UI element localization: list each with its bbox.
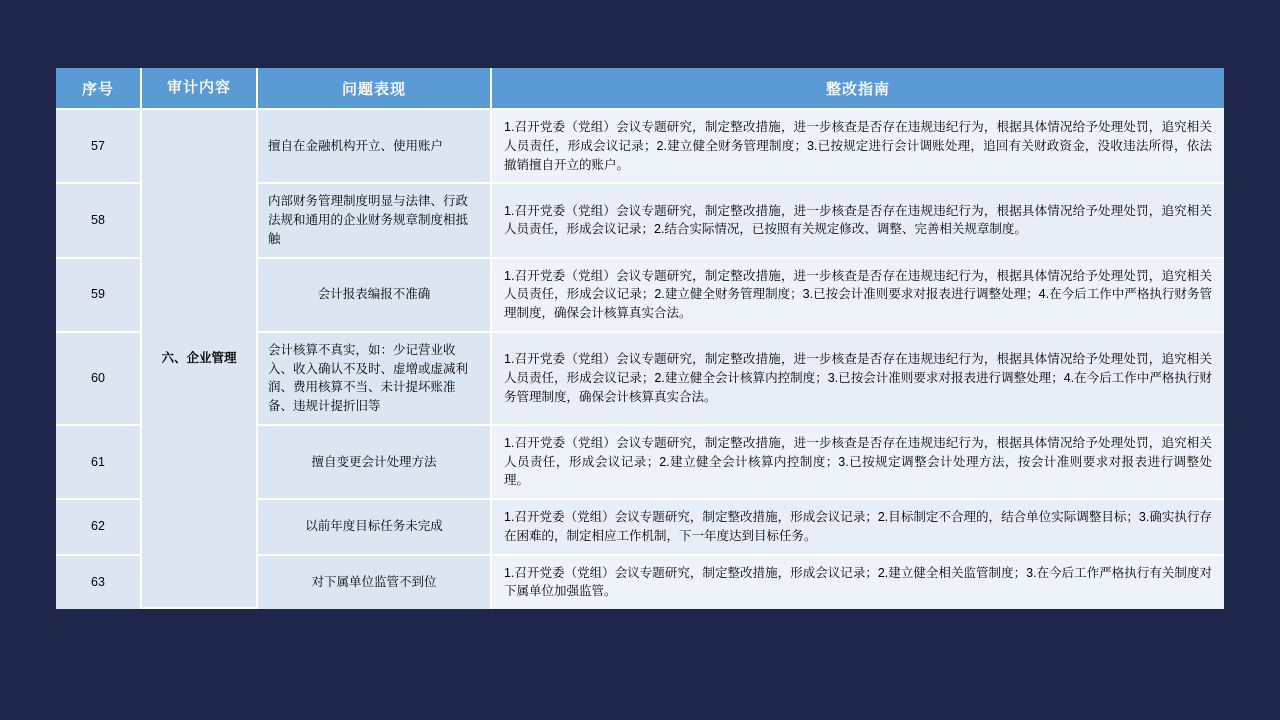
cell-category: 六、企业管理 xyxy=(142,110,258,609)
table-body xyxy=(56,110,1224,609)
cell-seq: 60 xyxy=(56,333,142,426)
cell-problem: 以前年度目标任务未完成 xyxy=(258,500,492,556)
header-guide: 整改指南 xyxy=(492,68,1224,110)
cell-guide: 1.召开党委（党组）会议专题研究，制定整改措施，形成会议记录；2.建立健全相关监管制度；3.在今后工作严格执行有关制度对下属单位加强监管。 xyxy=(492,556,1224,610)
cell-seq: 57 xyxy=(56,110,142,184)
cell-guide: 1.召开党委（党组）会议专题研究，制定整改措施，形成会议记录；2.目标制定不合理的，结合单位实际调整目标；3.确实执行存在困难的，制定相应工作机制，下一年度达到目标任务。 xyxy=(492,500,1224,556)
cell-seq: 62 xyxy=(56,500,142,556)
cell-seq: 61 xyxy=(56,426,142,500)
header-problem: 问题表现 xyxy=(258,68,492,110)
table-header xyxy=(56,68,1224,110)
header-row xyxy=(56,68,1224,110)
cell-problem: 对下属单位监管不到位 xyxy=(258,556,492,610)
header-seq: 序号 xyxy=(56,68,142,110)
cell-problem: 擅自变更会计处理方法 xyxy=(258,426,492,500)
cell-problem: 擅自在金融机构开立、使用账户 xyxy=(258,110,492,184)
cell-guide: 1.召开党委（党组）会议专题研究，制定整改措施，进一步核查是否存在违规违纪行为，根据具体情况给予处理处罚，追究相关人员责任，形成会议记录；2.建立健全财务管理制度；3.已按规定进行会计调账处理，追回有关财政资金，没收违法所得，依法撤销擅自开立的账户。 xyxy=(492,110,1224,184)
audit-table xyxy=(56,68,1224,609)
cell-guide: 1.召开党委（党组）会议专题研究，制定整改措施，进一步核查是否存在违规违纪行为，根据具体情况给予处理处罚，追究相关人员责任，形成会议记录；2.建立健全财务管理制度；3.已按会计准则要求对报表进行调整处理；4.在今后工作中严格执行财务管理制度，确保会计核算真实合法。 xyxy=(492,259,1224,333)
cell-problem: 会计核算不真实，如：少记营业收入、收入确认不及时、虚增或虚减利润、费用核算不当、未计提坏账准备、违规计提折旧等 xyxy=(258,333,492,426)
cell-seq: 63 xyxy=(56,556,142,610)
cell-guide: 1.召开党委（党组）会议专题研究，制定整改措施，进一步核查是否存在违规违纪行为，根据具体情况给予处理处罚，追究相关人员责任，形成会议记录；2.建立健全会计核算内控制度；3.已按会计准则要求对报表进行调整处理；4.在今后工作中严格执行财务管理制度，确保会计核算真实合法。 xyxy=(492,333,1224,426)
cell-seq: 59 xyxy=(56,259,142,333)
cell-guide: 1.召开党委（党组）会议专题研究，制定整改措施，进一步核查是否存在违规违纪行为，根据具体情况给予处理处罚，追究相关人员责任，形成会议记录；2.结合实际情况，已按照有关规定修改、调整、完善相关规章制度。 xyxy=(492,184,1224,258)
cell-problem: 内部财务管理制度明显与法律、行政法规和通用的企业财务规章制度相抵触 xyxy=(258,184,492,258)
cell-guide: 1.召开党委（党组）会议专题研究，制定整改措施，进一步核查是否存在违规违纪行为，根据具体情况给予处理处罚，追究相关人员责任，形成会议记录；2.建立健全会计核算内控制度；3.已按规定调整会计处理方法，按会计准则要求对报表进行调整处理。 xyxy=(492,426,1224,500)
cell-seq: 58 xyxy=(56,184,142,258)
table-row xyxy=(56,110,1224,184)
audit-table-container xyxy=(56,68,1224,609)
cell-problem: 会计报表编报不准确 xyxy=(258,259,492,333)
header-audit-content: 审计内容 xyxy=(142,68,258,110)
